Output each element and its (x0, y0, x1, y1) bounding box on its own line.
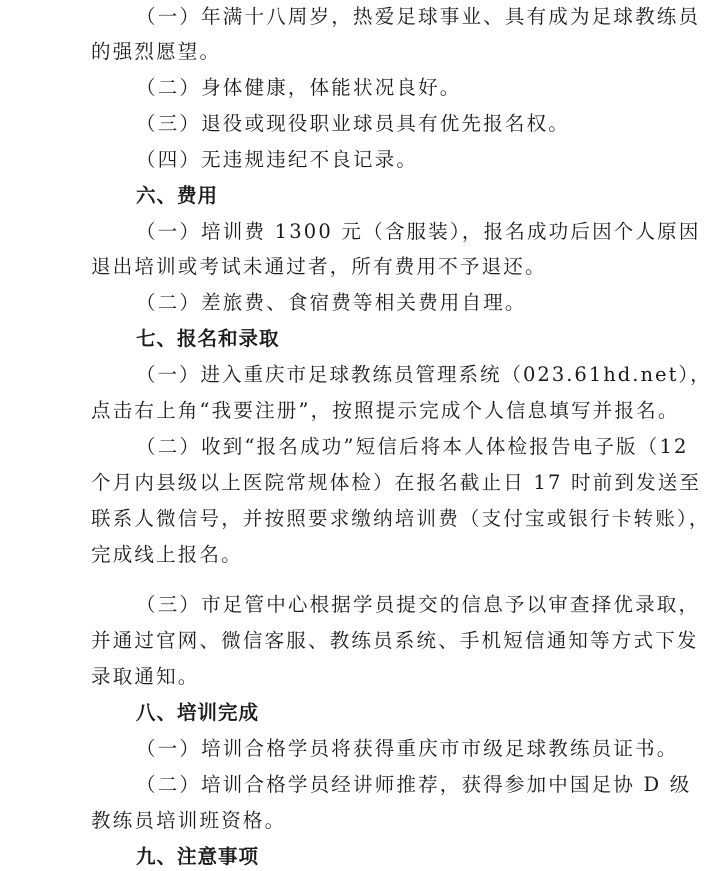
fees-2: （二）差旅费、食宿费等相关费用自理。 (136, 291, 527, 314)
section-heading-completion: 八、培训完成 (136, 701, 260, 724)
requirement-2: （二）身体健康，体能状况良好。 (136, 76, 462, 99)
registration-2-line-2: 个月内县级以上医院常规体检）在报名截止日 17 时前到发送至 (91, 471, 702, 494)
registration-2-line-4: 完成线上报名。 (91, 543, 243, 566)
requirement-4: （四）无违规违纪不良记录。 (136, 148, 419, 171)
registration-3-line-3: 录取通知。 (91, 665, 200, 688)
section-heading-registration: 七、报名和录取 (136, 327, 280, 350)
registration-2-line-1: （二）收到“报名成功”短信后将本人体检报告电子版（12 (136, 435, 689, 458)
completion-2-line-2: 教练员培训班资格。 (91, 809, 287, 832)
requirement-1-line-1: （一）年满十八周岁，热爱足球事业、具有成为足球教练员 (136, 5, 701, 28)
registration-3-line-2: 并通过官网、微信客服、教练员系统、手机短信通知等方式下发 (91, 629, 699, 652)
completion-2-line-1: （二）培训合格学员经讲师推荐，获得参加中国足协 D 级 (136, 773, 692, 796)
registration-1-line-1: （一）进入重庆市足球教练员管理系统（023.61hd.net）， (136, 363, 712, 386)
section-heading-fees: 六、费用 (136, 184, 219, 207)
registration-3-line-1: （三）市足管中心根据学员提交的信息予以审查择优录取， (136, 593, 701, 616)
fees-1-line-2: 退出培训或考试未通过者，所有费用不予退还。 (91, 255, 547, 278)
registration-2-line-3: 联系人微信号，并按照要求缴纳培训费（支付宝或银行卡转账）， (91, 507, 711, 530)
fees-1-line-1: （一）培训费 1300 元（含服装），报名成功后因个人原因 (136, 220, 701, 243)
requirement-1-line-2: 的强烈愿望。 (91, 40, 222, 63)
completion-1: （一）培训合格学员将获得重庆市市级足球教练员证书。 (136, 737, 679, 760)
requirement-3: （三）退役或现役职业球员具有优先报名权。 (136, 112, 571, 135)
registration-1-line-2: 点击右上角“我要注册”，按照提示完成个人信息填写并报名。 (91, 399, 680, 422)
section-heading-notes: 九、注意事项 (136, 845, 260, 868)
